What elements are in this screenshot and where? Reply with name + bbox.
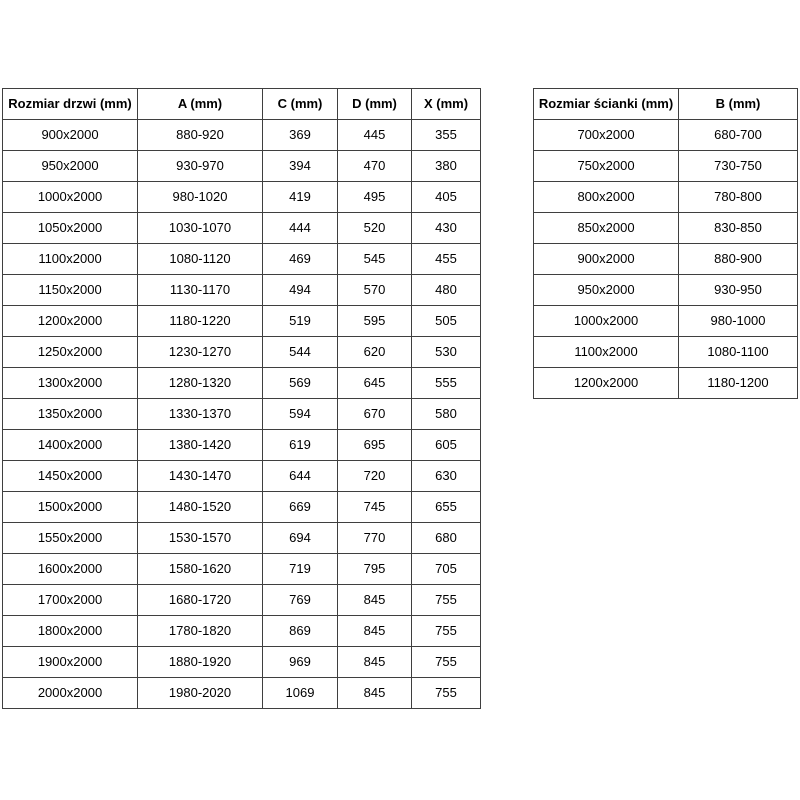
table-cell: 1150x2000 bbox=[3, 275, 138, 306]
table-cell: 645 bbox=[338, 368, 412, 399]
table-cell: 369 bbox=[263, 120, 338, 151]
table-row bbox=[534, 275, 798, 306]
table-row bbox=[3, 306, 481, 337]
table-cell: 1500x2000 bbox=[3, 492, 138, 523]
table-cell: 1680-1720 bbox=[138, 585, 263, 616]
table-cell: 769 bbox=[263, 585, 338, 616]
table-cell: 1430-1470 bbox=[138, 461, 263, 492]
table-cell: 1780-1820 bbox=[138, 616, 263, 647]
table-row bbox=[3, 585, 481, 616]
table-cell: 1050x2000 bbox=[3, 213, 138, 244]
table-row bbox=[3, 492, 481, 523]
table-cell: 980-1000 bbox=[679, 306, 798, 337]
table-cell: 494 bbox=[263, 275, 338, 306]
table-cell: 1380-1420 bbox=[138, 430, 263, 461]
table-cell: 700x2000 bbox=[534, 120, 679, 151]
table-cell: 1200x2000 bbox=[3, 306, 138, 337]
table-cell: 1069 bbox=[263, 678, 338, 709]
table-cell: 755 bbox=[412, 585, 481, 616]
table-cell: 1880-1920 bbox=[138, 647, 263, 678]
table-cell: 830-850 bbox=[679, 213, 798, 244]
table-cell: 745 bbox=[338, 492, 412, 523]
table-cell: 1400x2000 bbox=[3, 430, 138, 461]
table-row bbox=[534, 151, 798, 182]
table-cell: 1200x2000 bbox=[534, 368, 679, 399]
table-cell: 530 bbox=[412, 337, 481, 368]
column-header: A (mm) bbox=[138, 89, 263, 120]
table-cell: 520 bbox=[338, 213, 412, 244]
table-cell: 755 bbox=[412, 678, 481, 709]
table-cell: 519 bbox=[263, 306, 338, 337]
column-header: X (mm) bbox=[412, 89, 481, 120]
table-cell: 405 bbox=[412, 182, 481, 213]
table-row bbox=[534, 182, 798, 213]
table-cell: 1100x2000 bbox=[3, 244, 138, 275]
table-row bbox=[3, 554, 481, 585]
table-cell: 930-970 bbox=[138, 151, 263, 182]
table-cell: 780-800 bbox=[679, 182, 798, 213]
table-cell: 869 bbox=[263, 616, 338, 647]
table-cell: 1000x2000 bbox=[534, 306, 679, 337]
table-header-row bbox=[3, 89, 481, 120]
table-cell: 1280-1320 bbox=[138, 368, 263, 399]
table-cell: 445 bbox=[338, 120, 412, 151]
table-cell: 845 bbox=[338, 678, 412, 709]
table-cell: 1130-1170 bbox=[138, 275, 263, 306]
table-cell: 545 bbox=[338, 244, 412, 275]
table-row bbox=[3, 213, 481, 244]
table-cell: 1100x2000 bbox=[534, 337, 679, 368]
table-cell: 355 bbox=[412, 120, 481, 151]
table-cell: 570 bbox=[338, 275, 412, 306]
table-cell: 845 bbox=[338, 647, 412, 678]
table-cell: 720 bbox=[338, 461, 412, 492]
table-cell: 605 bbox=[412, 430, 481, 461]
table-cell: 800x2000 bbox=[534, 182, 679, 213]
table-row bbox=[3, 120, 481, 151]
table-cell: 900x2000 bbox=[3, 120, 138, 151]
table-cell: 419 bbox=[263, 182, 338, 213]
column-header: Rozmiar ścianki (mm) bbox=[534, 89, 679, 120]
table-cell: 1600x2000 bbox=[3, 554, 138, 585]
table-row bbox=[534, 306, 798, 337]
table-row bbox=[3, 368, 481, 399]
table-cell: 580 bbox=[412, 399, 481, 430]
door-size-table bbox=[2, 88, 481, 709]
table-cell: 480 bbox=[412, 275, 481, 306]
table-cell: 1180-1220 bbox=[138, 306, 263, 337]
table-row bbox=[534, 244, 798, 275]
table-row bbox=[3, 430, 481, 461]
table-row bbox=[3, 523, 481, 554]
table-row bbox=[3, 182, 481, 213]
table-cell: 695 bbox=[338, 430, 412, 461]
table-cell: 1180-1200 bbox=[679, 368, 798, 399]
table-cell: 669 bbox=[263, 492, 338, 523]
table-cell: 630 bbox=[412, 461, 481, 492]
column-header: Rozmiar drzwi (mm) bbox=[3, 89, 138, 120]
table-cell: 1080-1100 bbox=[679, 337, 798, 368]
table-cell: 845 bbox=[338, 616, 412, 647]
table-cell: 755 bbox=[412, 647, 481, 678]
table-cell: 1980-2020 bbox=[138, 678, 263, 709]
table-cell: 544 bbox=[263, 337, 338, 368]
table-cell: 470 bbox=[338, 151, 412, 182]
column-header: D (mm) bbox=[338, 89, 412, 120]
table-cell: 730-750 bbox=[679, 151, 798, 182]
table-cell: 1030-1070 bbox=[138, 213, 263, 244]
table-row bbox=[3, 244, 481, 275]
table-cell: 1000x2000 bbox=[3, 182, 138, 213]
table-cell: 719 bbox=[263, 554, 338, 585]
table-cell: 1330-1370 bbox=[138, 399, 263, 430]
table-row bbox=[3, 616, 481, 647]
table-cell: 670 bbox=[338, 399, 412, 430]
table-cell: 1800x2000 bbox=[3, 616, 138, 647]
table-cell: 455 bbox=[412, 244, 481, 275]
table-cell: 1580-1620 bbox=[138, 554, 263, 585]
table-cell: 655 bbox=[412, 492, 481, 523]
table-cell: 569 bbox=[263, 368, 338, 399]
table-cell: 880-900 bbox=[679, 244, 798, 275]
table-cell: 594 bbox=[263, 399, 338, 430]
table-header-row bbox=[534, 89, 798, 120]
table-cell: 969 bbox=[263, 647, 338, 678]
table-cell: 950x2000 bbox=[3, 151, 138, 182]
table-row bbox=[3, 678, 481, 709]
table-row bbox=[534, 213, 798, 244]
table-cell: 930-950 bbox=[679, 275, 798, 306]
table-cell: 644 bbox=[263, 461, 338, 492]
table-cell: 555 bbox=[412, 368, 481, 399]
table-cell: 850x2000 bbox=[534, 213, 679, 244]
table-row bbox=[3, 275, 481, 306]
table-cell: 680-700 bbox=[679, 120, 798, 151]
table-cell: 1530-1570 bbox=[138, 523, 263, 554]
table-cell: 380 bbox=[412, 151, 481, 182]
column-header: C (mm) bbox=[263, 89, 338, 120]
table-cell: 845 bbox=[338, 585, 412, 616]
table-cell: 1080-1120 bbox=[138, 244, 263, 275]
table-cell: 795 bbox=[338, 554, 412, 585]
table-cell: 1300x2000 bbox=[3, 368, 138, 399]
column-header: B (mm) bbox=[679, 89, 798, 120]
table-cell: 444 bbox=[263, 213, 338, 244]
table-cell: 2000x2000 bbox=[3, 678, 138, 709]
table-cell: 880-920 bbox=[138, 120, 263, 151]
table-cell: 705 bbox=[412, 554, 481, 585]
table-row bbox=[3, 337, 481, 368]
wall-size-table bbox=[533, 88, 798, 399]
table-cell: 950x2000 bbox=[534, 275, 679, 306]
table-cell: 755 bbox=[412, 616, 481, 647]
table-cell: 620 bbox=[338, 337, 412, 368]
table-cell: 595 bbox=[338, 306, 412, 337]
table-row bbox=[534, 337, 798, 368]
table-cell: 1230-1270 bbox=[138, 337, 263, 368]
table-cell: 770 bbox=[338, 523, 412, 554]
table-cell: 1480-1520 bbox=[138, 492, 263, 523]
table-cell: 694 bbox=[263, 523, 338, 554]
table-row bbox=[3, 151, 481, 182]
table-cell: 469 bbox=[263, 244, 338, 275]
table-cell: 750x2000 bbox=[534, 151, 679, 182]
table-cell: 900x2000 bbox=[534, 244, 679, 275]
table-cell: 1250x2000 bbox=[3, 337, 138, 368]
table-row bbox=[534, 120, 798, 151]
table-cell: 1450x2000 bbox=[3, 461, 138, 492]
table-cell: 1550x2000 bbox=[3, 523, 138, 554]
table-cell: 619 bbox=[263, 430, 338, 461]
table-cell: 495 bbox=[338, 182, 412, 213]
table-cell: 1900x2000 bbox=[3, 647, 138, 678]
table-cell: 394 bbox=[263, 151, 338, 182]
table-cell: 505 bbox=[412, 306, 481, 337]
table-cell: 980-1020 bbox=[138, 182, 263, 213]
table-cell: 430 bbox=[412, 213, 481, 244]
table-cell: 1700x2000 bbox=[3, 585, 138, 616]
table-cell: 1350x2000 bbox=[3, 399, 138, 430]
table-cell: 680 bbox=[412, 523, 481, 554]
table-row bbox=[3, 647, 481, 678]
table-row bbox=[3, 461, 481, 492]
table-row bbox=[3, 399, 481, 430]
table-row bbox=[534, 368, 798, 399]
